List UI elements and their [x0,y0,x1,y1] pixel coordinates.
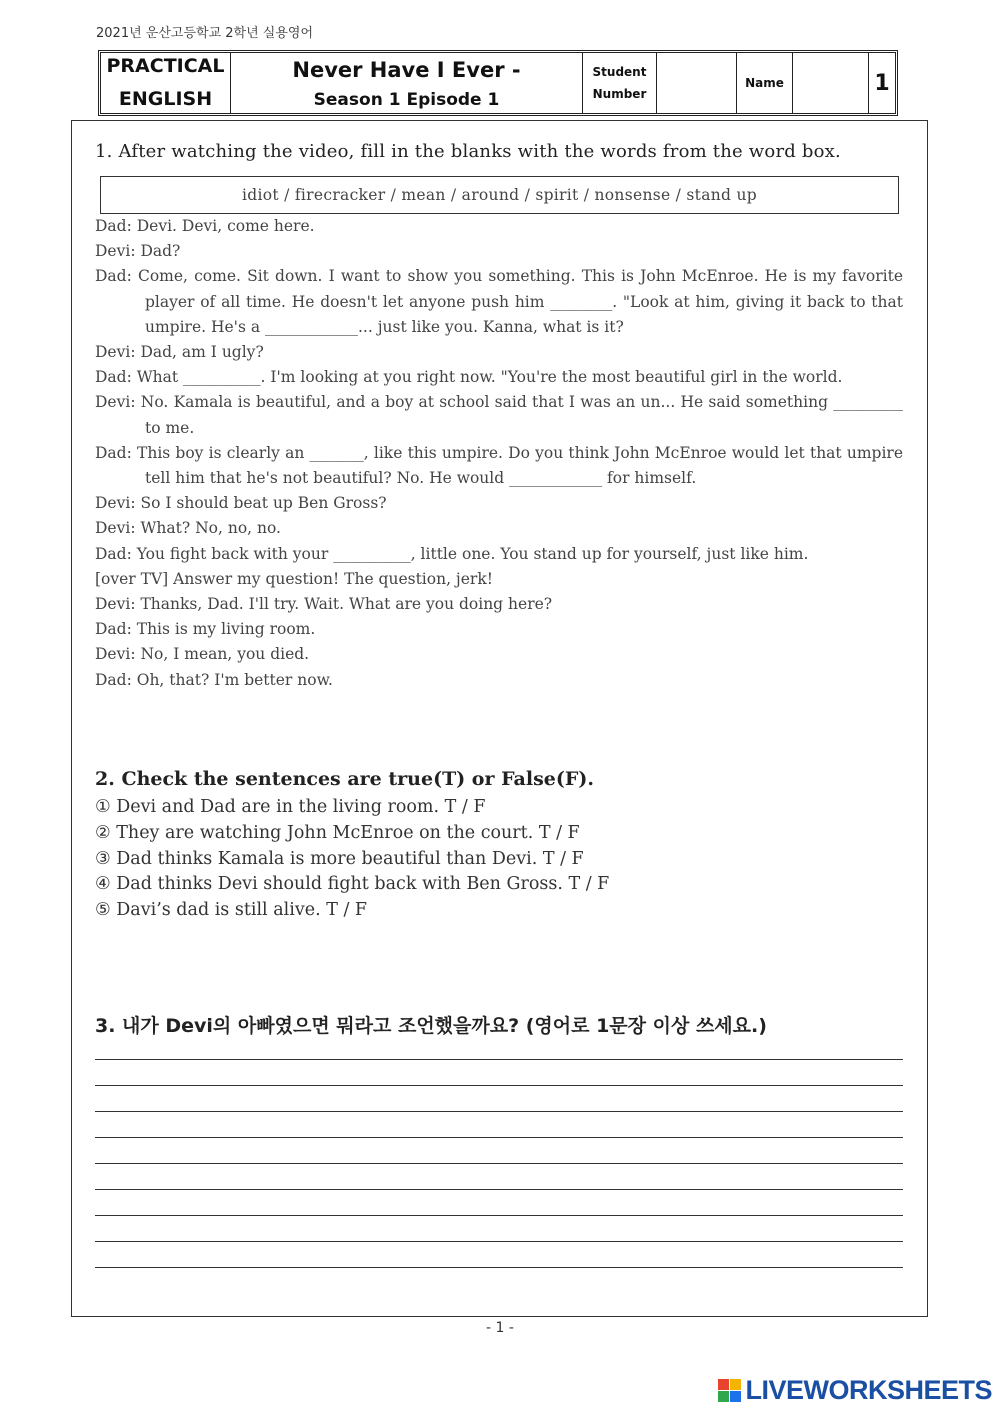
page-number: - 1 - [486,1320,514,1336]
logo-square [730,1379,741,1390]
question-3-heading: 3. 내가 Devi의 아빠였으면 뭐라고 조언했을까요? (영어로 1문장 이상 쓰세요.) [95,1015,767,1037]
answer-line[interactable] [95,1163,903,1164]
dialogue-line: Devi: Thanks, Dad. I'll try. Wait. What are you doing here? [95,595,553,614]
dialogue-line: Devi: Dad? [95,242,181,261]
student-number-field[interactable] [657,53,737,113]
page-badge [869,53,895,113]
worksheet-subtitle: Season 1 Episode 1 [313,90,500,110]
true-false-item[interactable]: ③ Dad thinks Kamala is more beautiful than Devi. T / F [95,848,584,869]
worksheet-title: Never Have I Ever - [292,58,521,82]
student-label-line2: Number [592,87,647,101]
answer-line[interactable] [95,1085,903,1086]
title-cell [231,53,583,113]
dialogue-script [95,214,903,693]
true-false-list [95,795,609,924]
true-false-item[interactable]: ① Devi and Dad are in the living room. T / F [95,797,486,817]
dialogue-line: Devi: What? No, no, no. [95,519,281,538]
school-course-label: 2021년 운산고등학교 2학년 실용영어 [96,26,314,41]
answer-line[interactable] [95,1111,903,1112]
dialogue-line: Devi: No. Kamala is beautiful, and a boy at school said that I was an un... He said something _________ to me. [95,393,903,437]
answer-line[interactable] [95,1215,903,1216]
true-false-item[interactable]: ② They are watching John McEnroe on the court. T / F [95,822,580,843]
question-1-heading: 1. After watching the video, fill in the blanks with the words from the word box. [95,141,841,162]
answer-line[interactable] [95,1241,903,1242]
dialogue-line: Dad: You fight back with your __________, little one. You stand up for yourself, just like him. [95,544,809,563]
student-label-line1: Student [592,65,647,79]
name-label-text: Name [745,76,784,90]
subject-line2: ENGLISH [118,88,213,110]
name-label [737,53,793,113]
page-badge-text: 1 [874,70,890,96]
liveworksheets-icon [718,1379,741,1402]
logo-square [730,1391,741,1402]
true-false-item[interactable]: ④ Dad thinks Devi should fight back with Ben Gross. T / F [95,874,610,895]
true-false-item[interactable]: ⑤ Davi’s dad is still alive. T / F [95,900,368,921]
answer-line[interactable] [95,1189,903,1190]
name-field[interactable] [793,53,869,113]
question-2-heading: 2. Check the sentences are true(T) or False(F). [95,768,594,790]
worksheet-header-table [98,50,898,116]
dialogue-line: Dad: Oh, that? I'm better now. [95,670,333,689]
dialogue-line: Dad: This boy is clearly an _______, like this umpire. Do you think John McEnroe would let that umpire tell him that he's not beautiful? No. He would ____________ for himself. [95,443,903,488]
dialogue-line: Dad: This is my living room. [95,620,316,639]
answer-line[interactable] [95,1059,903,1060]
logo-square [718,1379,729,1390]
dialogue-line: Dad: What __________. I'm looking at you right now. "You're the most beautiful girl in the world. [95,368,843,387]
answer-line[interactable] [95,1267,903,1268]
subject-line1: PRACTICAL [106,55,225,77]
liveworksheets-logo[interactable] [718,1375,992,1405]
subject-cell [101,53,231,113]
answer-line[interactable] [95,1137,903,1138]
dialogue-line: Dad: Come, come. Sit down. I want to show you something. This is John McEnroe. He is my favorite player of all time. He doesn't let anyone push him ________. "Look at him, giving it back to that umpire. He's a ____________... just like you. Kanna, what is it? [95,267,903,336]
dialogue-line: [over TV] Answer my question! The question, jerk! [95,569,493,588]
student-number-label [583,53,657,113]
logo-square [718,1391,729,1402]
word-box: idiot / firecracker / mean / around / spirit / nonsense / stand up [100,176,899,214]
brand-name: LIVEWORKSHEETS [745,1374,992,1405]
dialogue-line: Devi: Dad, am I ugly? [95,343,264,362]
dialogue-line: Devi: No, I mean, you died. [95,645,310,664]
dialogue-line: Dad: Devi. Devi, come here. [95,217,315,235]
dialogue-line: Devi: So I should beat up Ben Gross? [95,494,387,513]
